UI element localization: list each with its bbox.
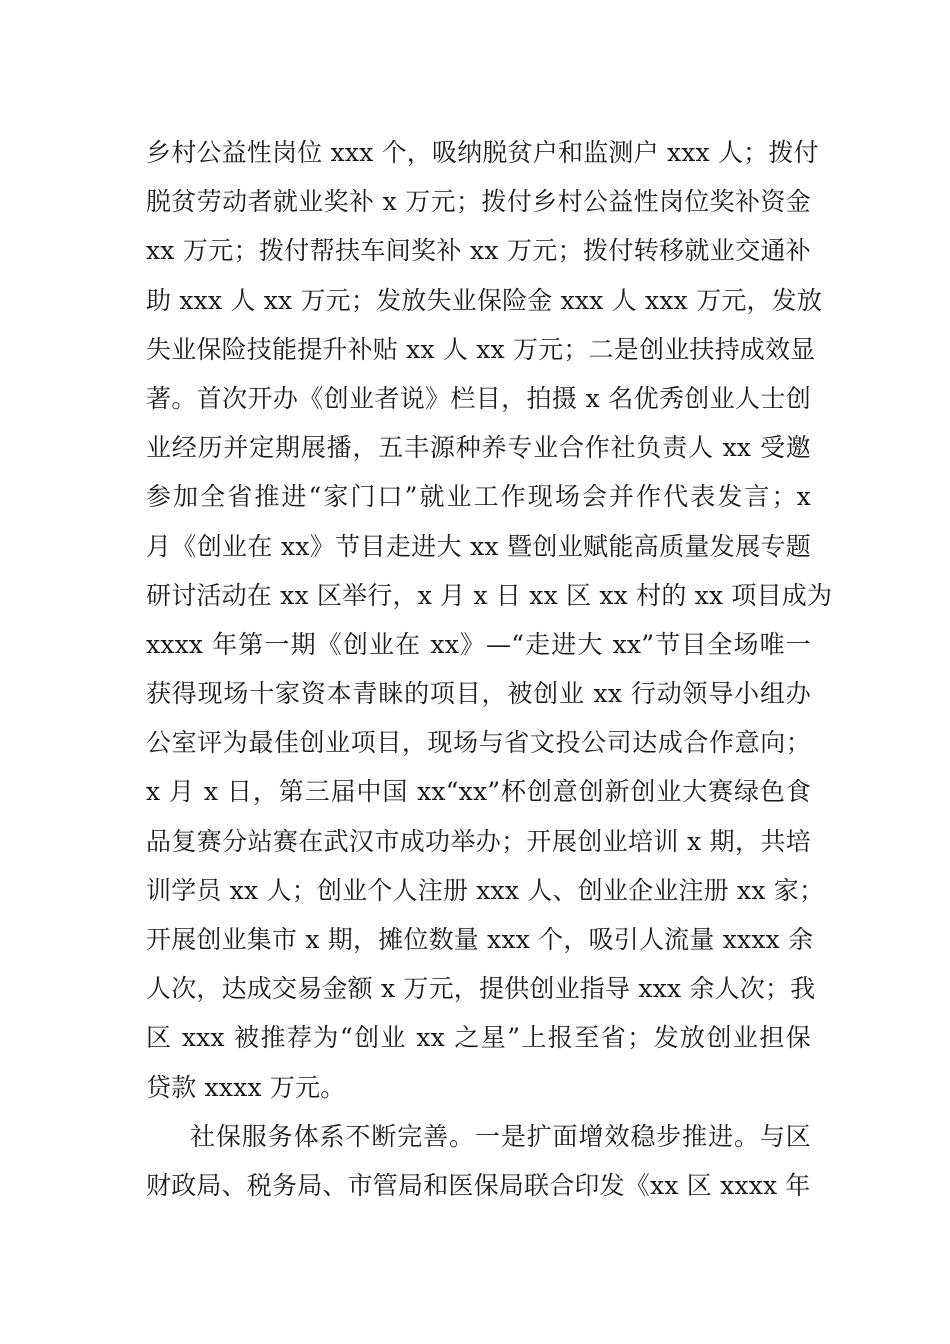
text-line: 贷款 xxxx 万元。 (146, 1072, 346, 1102)
text-line: 助 xxx 人 xx 万元；发放失业保险金 xxx 人 xxx 万元，发放 (146, 285, 823, 315)
text-line: 获得现场十家资本青睐的项目，被创业 xx 行动领导小组办 (146, 679, 811, 709)
text-line: 区 xxx 被推荐为“创业 xx 之星”上报至省；发放创业担保 (146, 1023, 811, 1053)
text-line: xxxx 年第一期《创业在 xx》—“走进大 xx”节目全场唯一 (146, 629, 811, 659)
text-line: 著。首次开办《创业者说》栏目，拍摄 x 名优秀创业人士创 (146, 383, 811, 413)
text-line: 品复赛分站赛在武汉市成功举办；开展创业培训 x 期，共培 (146, 826, 811, 856)
text-line: 月《创业在 xx》节目走进大 xx 暨创业赋能高质量发展专题 (146, 531, 811, 561)
text-line: 开展创业集市 x 期，摊位数量 xxx 个，吸引人流量 xxxx 余 (146, 925, 814, 954)
text-line: xx 万元；拨付帮扶车间奖补 xx 万元；拨付转移就业交通补 (146, 236, 811, 266)
text-line: 研讨活动在 xx 区举行，x 月 x 日 xx 区 xx 村的 xx 项目成为 (146, 580, 833, 610)
text-line: 失业保险技能提升补贴 xx 人 xx 万元；二是创业扶持成效显 (146, 334, 816, 364)
text-line: 人次，达成交易金额 x 万元，提供创业指导 xxx 余人次；我 (146, 974, 816, 1004)
paragraph-start-line: 社保服务体系不断完善。一是扩面增效稳步推进。与区 (190, 1121, 811, 1151)
text-line: 公室评为最佳创业项目，现场与省文投公司达成合作意向； (146, 728, 811, 758)
text-line: x 月 x 日，第三届中国 xx“xx”杯创意创新创业大赛绿色食 (146, 777, 811, 807)
text-line: 乡村公益性岗位 xxx 个，吸纳脱贫户和监测户 xxx 人；拨付 (146, 138, 819, 167)
text-line: 业经历并定期展播，五丰源种养专业合作社负责人 xx 受邀 (146, 433, 811, 463)
body-text (146, 128, 833, 1210)
text-line: 脱贫劳动者就业奖补 x 万元；拨付乡村公益性岗位奖补资金 (146, 187, 811, 217)
text-line: 参加全省推进“家门口”就业工作现场会并作代表发言；x (146, 482, 811, 512)
text-line: 财政局、税务局、市管局和医保局联合印发《xx 区 xxxx 年 (146, 1170, 811, 1200)
text-line: 训学员 xx 人；创业个人注册 xxx 人、创业企业注册 xx 家； (146, 875, 825, 905)
